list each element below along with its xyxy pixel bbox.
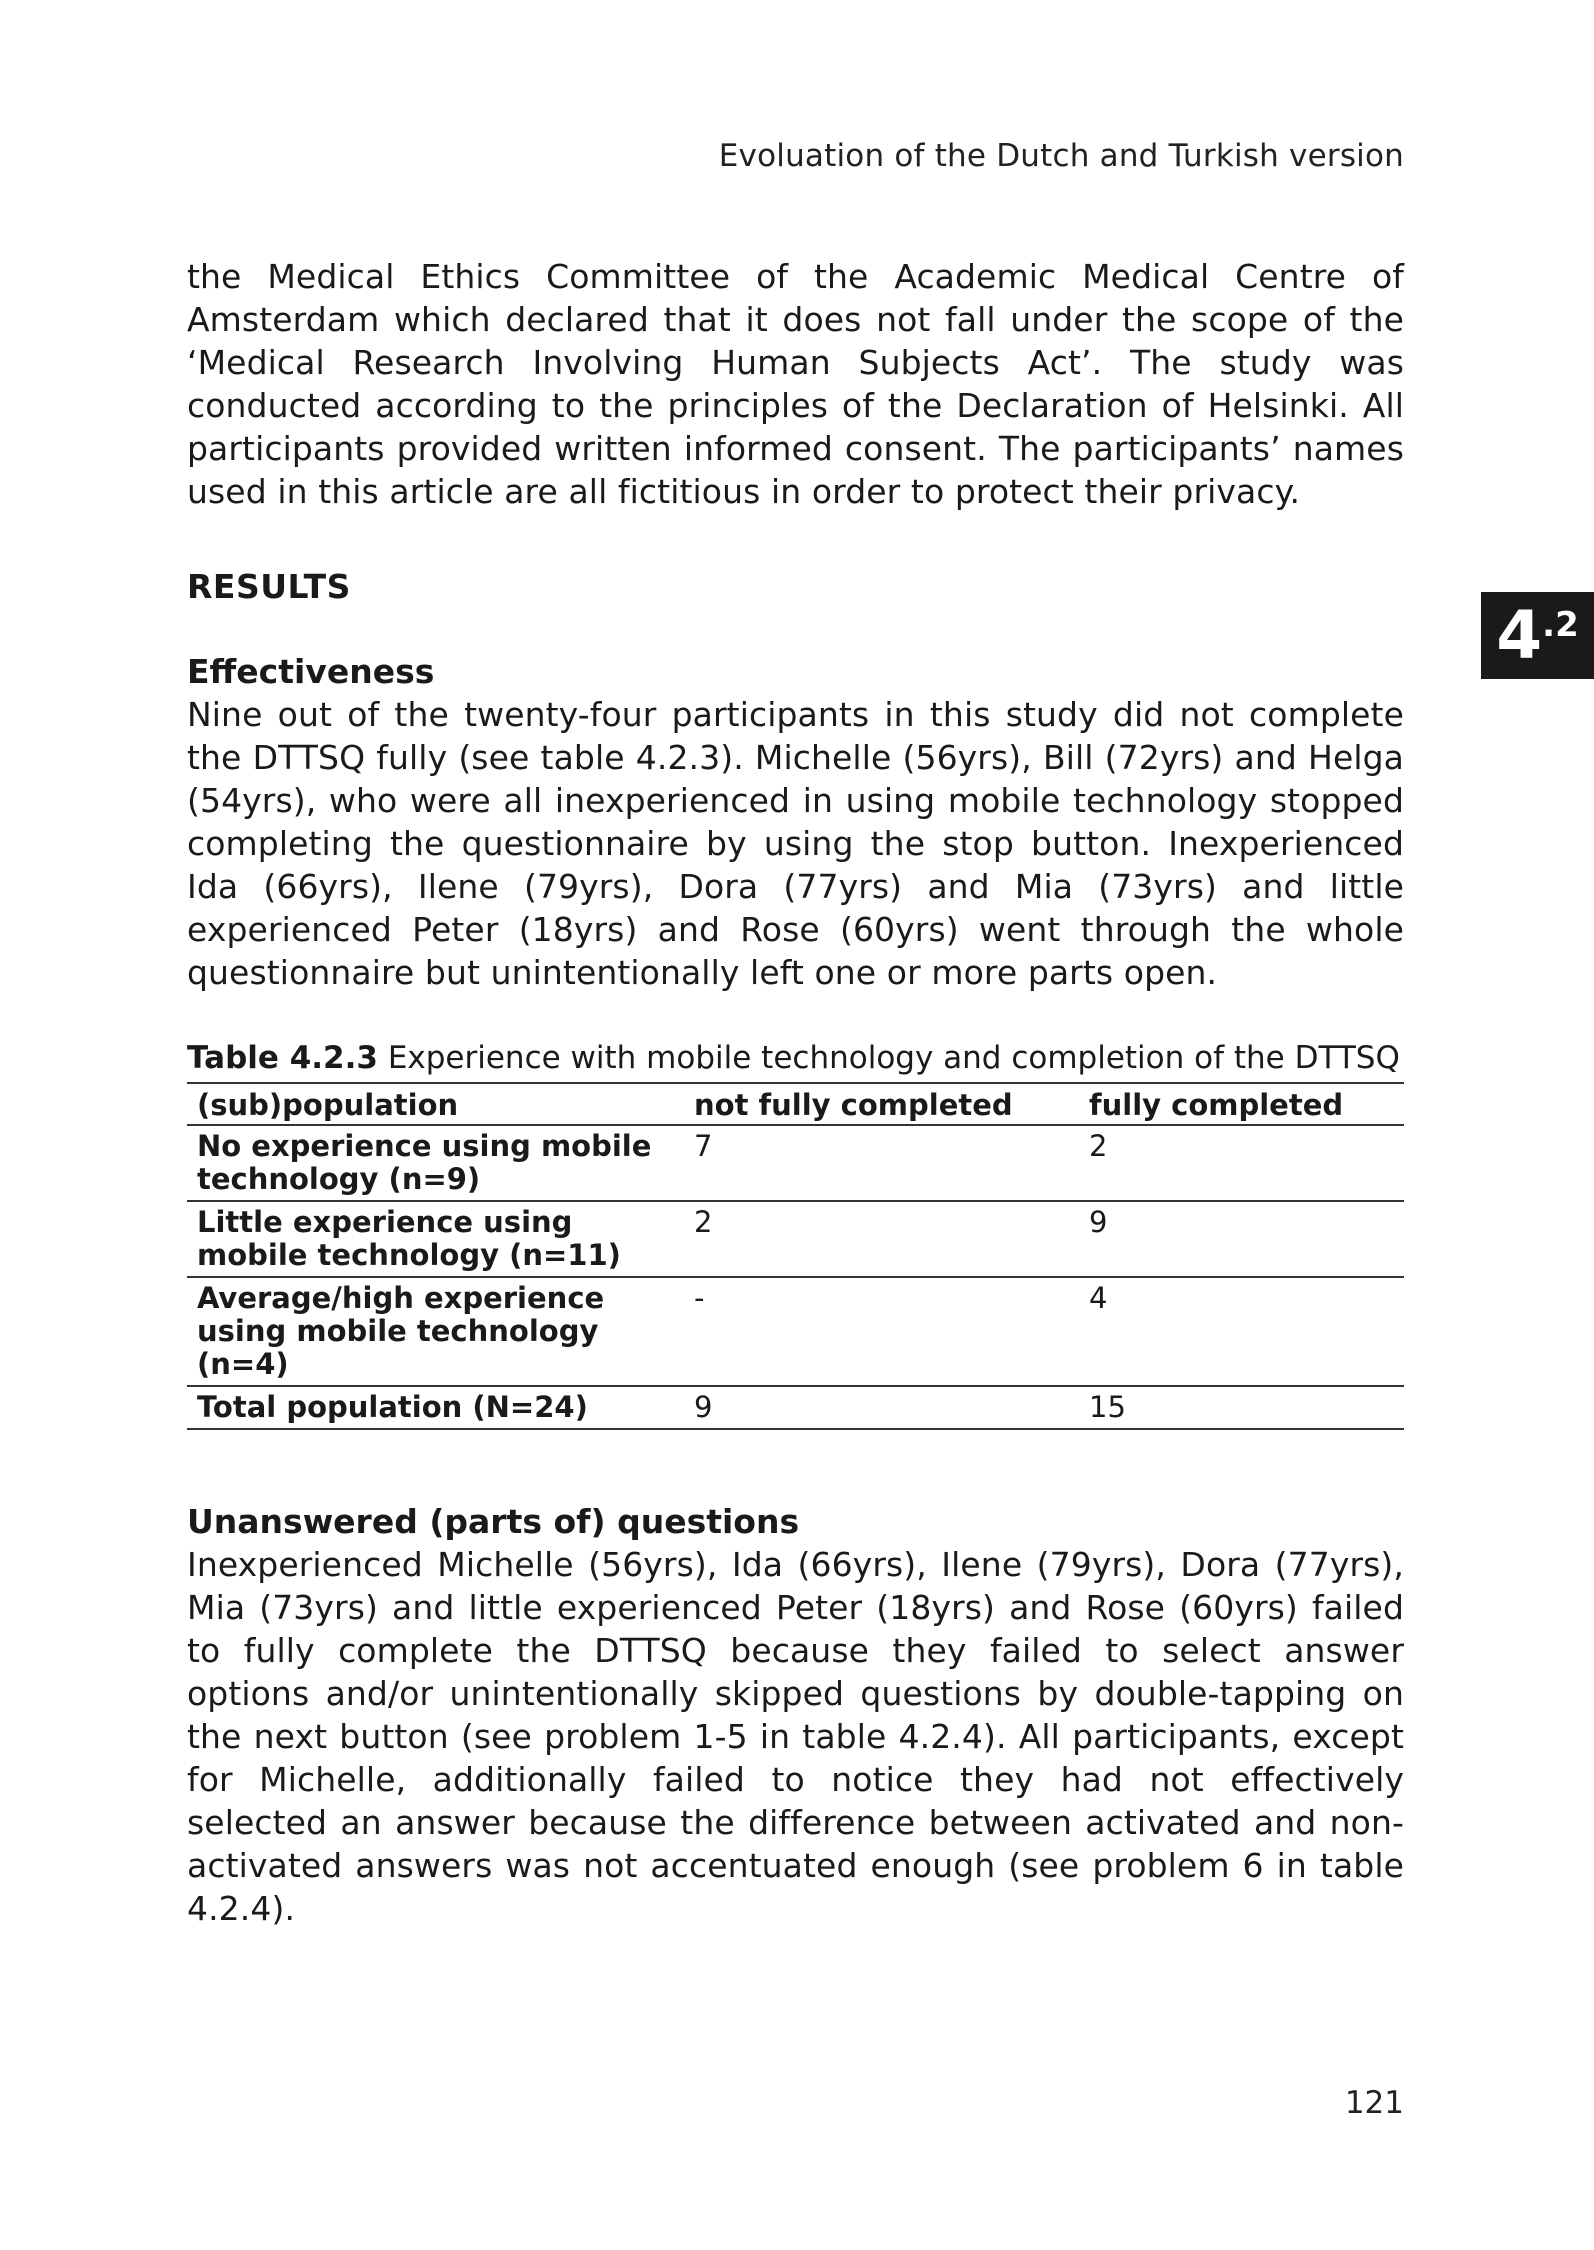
column-header: not fully completed bbox=[684, 1083, 1079, 1125]
unanswered-heading: Unanswered (parts of) questions bbox=[187, 1502, 800, 1541]
unanswered-paragraph: Inexperienced Michelle (56yrs), Ida (66yrs), Ilene (79yrs), Dora (77yrs), Mia (73yrs) and little experienced Peter (18yrs) and Rose (60yrs) failed to fully complete the DTTSQ because they failed to select answer options and/or unintentionally skipped questions by double-tapping on the next button (see problem 1-5 in table 4.2.4). All participants, except for Michelle, additionally failed to notice they had not effectively selected an answer because the difference between activated and non-activated answers was not accentuated enough (see problem 6 in table 4.2.4). bbox=[187, 1545, 1404, 1928]
row-label: Average/high experience using mobile technology (n=4) bbox=[187, 1277, 684, 1386]
page-number: 121 bbox=[1344, 2085, 1404, 2121]
effectiveness-heading: Effectiveness bbox=[187, 652, 435, 691]
effectiveness-paragraph: Nine out of the twenty-four participants in this study did not complete the DTTSQ fully (see table 4.2.3). Michelle (56yrs), Bill (72yrs) and Helga (54yrs), who were all inexperienced in using mobile technology stopped completing the questionnaire by using the stop button. Inexperienced Ida (66yrs), Ilene (79yrs), Dora (77yrs) and Mia (73yrs) and little experienced Peter (18yrs) and Rose (60yrs) went through the whole questionnaire but unintentionally left one or more parts open. bbox=[187, 695, 1404, 992]
row-label: Total population (N=24) bbox=[187, 1386, 684, 1429]
table-cell: 9 bbox=[1079, 1201, 1404, 1277]
table-cell: - bbox=[684, 1277, 1079, 1386]
table-cell: 2 bbox=[1079, 1125, 1404, 1201]
row-label: No experience using mobile technology (n=9) bbox=[187, 1125, 684, 1201]
row-label: Little experience using mobile technology (n=11) bbox=[187, 1201, 684, 1277]
chapter-number: 4 bbox=[1496, 596, 1543, 674]
table-caption-label: Table 4.2.3 bbox=[187, 1040, 378, 1076]
table-cell: 4 bbox=[1079, 1277, 1404, 1386]
table-cell: 15 bbox=[1079, 1386, 1404, 1429]
completion-table bbox=[187, 1082, 1404, 1430]
table-row bbox=[187, 1277, 1404, 1386]
intro-paragraph: the Medical Ethics Committee of the Academic Medical Centre of Amsterdam which declared that it does not fall under the scope of the ‘Medical Research Involving Human Subjects Act’. The study was conducted according to the principles of the Declaration of Helsinki. All participants provided written informed consent. The participants’ names used in this article are all fictitious in order to protect their privacy. bbox=[187, 257, 1404, 511]
table-row bbox=[187, 1125, 1404, 1201]
table-caption bbox=[187, 1038, 1404, 1078]
table-header-row bbox=[187, 1083, 1404, 1125]
table-row bbox=[187, 1386, 1404, 1429]
page-content bbox=[187, 255, 1404, 1930]
chapter-subnumber: .2 bbox=[1542, 605, 1579, 645]
table-caption-text: Experience with mobile technology and completion of the DTTSQ bbox=[377, 1040, 1400, 1076]
table-cell: 9 bbox=[684, 1386, 1079, 1429]
running-header: Evoluation of the Dutch and Turkish version bbox=[718, 138, 1404, 174]
column-header: fully completed bbox=[1079, 1083, 1404, 1125]
table-row bbox=[187, 1201, 1404, 1277]
column-header: (sub)population bbox=[187, 1083, 684, 1125]
table-cell: 7 bbox=[684, 1125, 1079, 1201]
results-heading: RESULTS bbox=[187, 567, 351, 606]
table-cell: 2 bbox=[684, 1201, 1079, 1277]
chapter-tab bbox=[1481, 592, 1594, 679]
